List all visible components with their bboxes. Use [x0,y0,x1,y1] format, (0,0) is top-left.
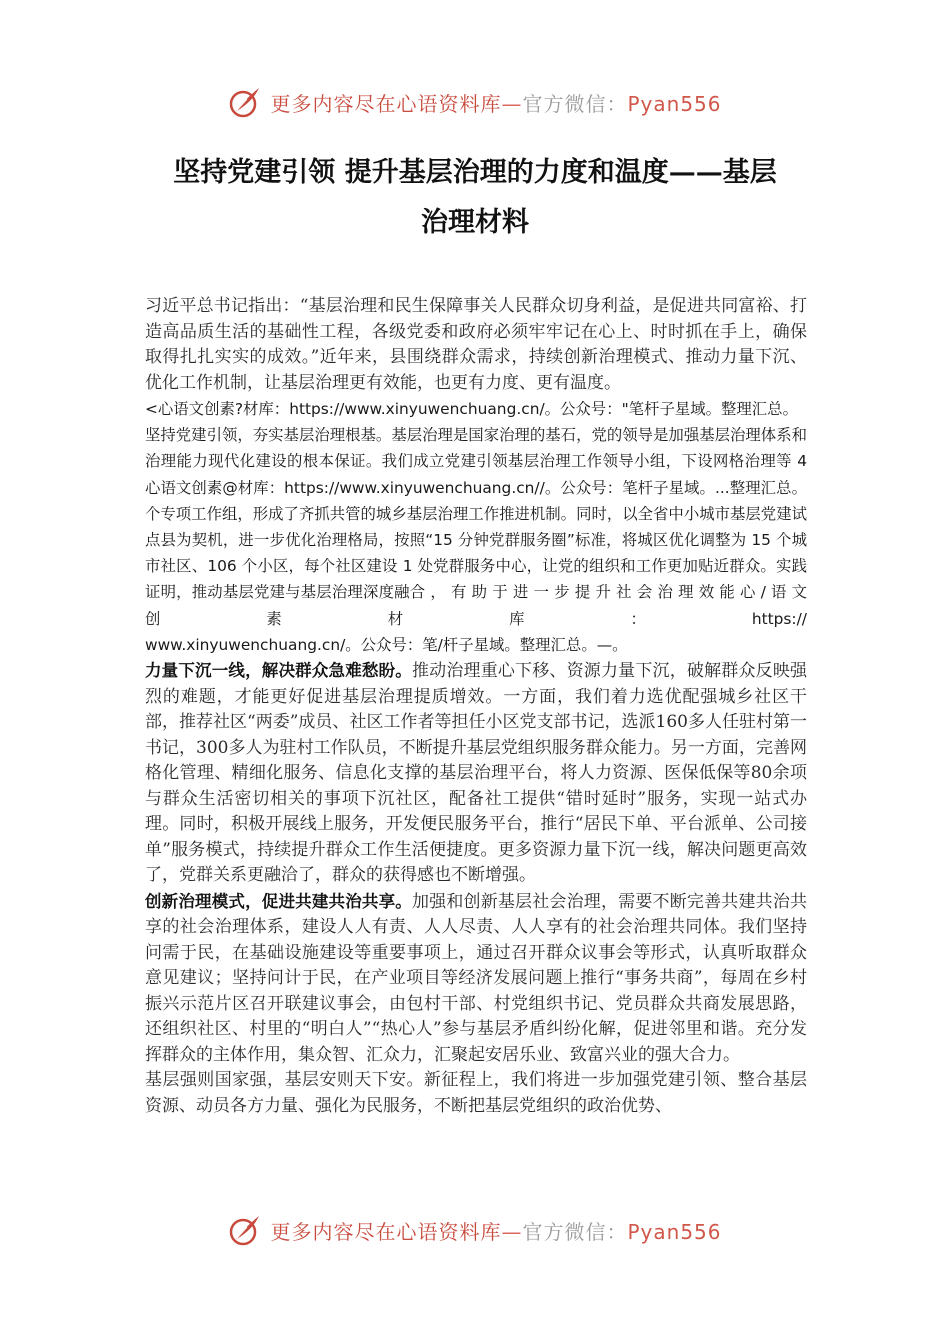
paragraph-resources-downward [145,658,807,889]
paragraph-conclusion: 基层强则国家强，基层安则天下安。新征程上，我们将进一步加强党建引领、整合基层资源、动员各方力量、强化为民服务，不断把基层党组织的政治优势、 [145,1070,807,1116]
paragraph-intro: 习近平总书记指出：“基层治理和民生保障事关人民群众切身利益，是促进共同富裕、打造高品质生活的基础性工程，各级党委和政府必须牢牢记在心上、时时抓在手上，确保取得扎扎实实的成效。”近年来，县围绕群众需求，持续创新治理模式、推动力量下沉、优化工作机制，让基层治理更有效能，也更有力度、更有温度。 [145,296,807,393]
paragraph-source-note: <心语文创素?材库：https://www.xinyuwenchuang.cn/。公众号："笔杆子星域。整理汇总。 [145,400,798,418]
paragraph-innovation [145,889,807,1069]
banner-text: 更多内容尽在心语资料库—官方微信：Pyan556 [270,1219,722,1244]
paragraph-resources-text: 推动治理重心下移、资源力量下沉，破解群众反映强烈的难题，才能更好促进基层治理提质增效。一方面，我们着力选优配强城乡社区干部，推荐社区“两委”成员、社区工作者等担任小区党支部书记，选派160多人任驻村第一书记，300多人为驻村工作队员，不断提升基层党组织服务群众能力。另一方面，完善网格化管理、精细化服务、信息化支撑的基层治理平台，将人力资源、医保低保等80余项与群众生活密切相关的事项下沉社区，配备社工提供“错时延时”服务，实现一站式办理。同时，积极开展线上服务，开发便民服务平台，推行“居民下单、平台派单、公司接单”服务模式，持续提升群众工作生活便捷度。更多资源力量下沉一线，解决问题更高效了，党群关系更融洽了，群众的获得感也不断增强。 [145,661,808,886]
paragraph-party-leadership-tail: 合 ， 有 助 于 进 一 步 提 升 社 会 治 理 效 能 心 / 语 文 创 素 材 库 ： https:// [145,583,807,628]
title-line-2: 治理材料 [421,207,529,238]
title-line-1: 坚持党建引领 提升基层治理的力度和温度——基层 [173,157,777,188]
banner-text: 更多内容尽在心语资料库—官方微信：Pyan556 [270,91,722,116]
quill-logo-icon [228,85,262,119]
document-body [145,294,807,1119]
footer-watermark-banner [0,1210,950,1250]
document-title [0,148,950,248]
quill-logo-icon [228,1213,262,1247]
header-watermark-banner [0,82,950,122]
paragraph-party-leadership-text: 坚持党建引领，夯实基层治理根基。基层治理是国家治理的基石，党的领导是加强基层治理体系和治理能力现代化建设的根本保证。我们成立党建引领基层治理工作领导小组，下设网格治理等 4 心语文创素@材库：https://www.xinyuwenchuang.cn//。公众号：笔杆子星域。...整理汇总。个专项工作组，形成了齐抓共管的城乡基层治理工作推进机制。同时，以全省中小城市基层党建试点县为契机，进一步优化治理格局，按照“15 分钟党群服务圈”标准，将城区优化调整为 15 个城市社区、106 个小区，每个社区建设 1 处党群服务中心，让党的组织和工作更加贴近群众。实践证明，推动基层党建与基层治理深度融 [145,426,807,602]
paragraph-party-leadership [145,422,807,632]
paragraph-innovation-text: 加强和创新基层社会治理，需要不断完善共建共治共享的社会治理体系，建设人人有责、人人尽责、人人享有的社会治理共同体。我们坚持问需于民，在基础设施建设等重要事项上，通过召开群众议事会等形式，认真听取群众意见建议；坚持问计于民，在产业项目等经济发展问题上推行“事务共商”，每周在乡村振兴示范片区召开联建议事会，由包村干部、村党组织书记、党员群众共商发展思路，还组织社区、村里的“明白人”“热心人”参与基层矛盾纠纷化解，促进邻里和谐。充分发挥群众的主体作用，集众智、汇众力，汇聚起安居乐业、致富兴业的强大合力。 [145,891,808,1065]
paragraph-party-leadership-end: www.xinyuwenchuang.cn/。公众号：笔/杆子星域。整理汇总。—。 [145,635,628,654]
paragraph-innovation-lead: 创新治理模式，促进共建共治共享。 [145,891,412,911]
paragraph-resources-lead: 力量下沉一线，解决群众急难愁盼。 [145,661,412,681]
